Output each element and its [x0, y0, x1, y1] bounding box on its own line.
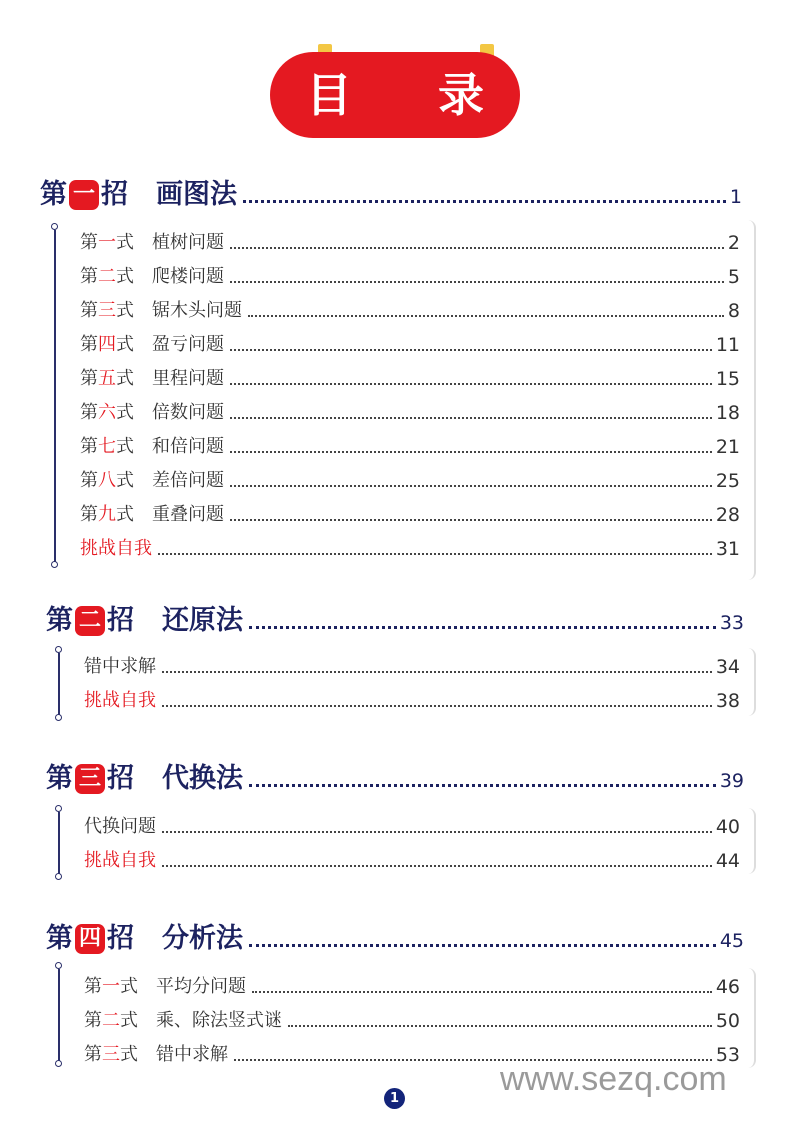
- chapter-prefix: 第: [46, 923, 73, 954]
- timeline-dot-bottom: [55, 1060, 62, 1067]
- chapter-page: 1: [729, 186, 742, 208]
- section-page: 44: [715, 850, 740, 872]
- timeline-line: [58, 969, 60, 1061]
- toc-entry[interactable]: [84, 810, 740, 840]
- section-label: 第七式: [80, 436, 134, 457]
- section-label: 第五式: [80, 368, 134, 389]
- chapter-number-badge: 一: [69, 180, 99, 210]
- dot-leader: [230, 417, 712, 419]
- section-topic: 倍数问题: [152, 402, 224, 423]
- section-page: 38: [715, 690, 740, 712]
- chapter-heading[interactable]: [46, 756, 744, 796]
- chapter-suffix: 招: [107, 605, 134, 636]
- dot-leader: [252, 991, 712, 993]
- section-page: 2: [727, 232, 740, 254]
- timeline-line: [58, 653, 60, 715]
- toc-entry[interactable]: [80, 464, 740, 494]
- section-topic: 里程问题: [152, 368, 224, 389]
- section-label: 第一式: [84, 976, 138, 997]
- toc-entry[interactable]: [84, 650, 740, 680]
- section-label: 代换问题: [84, 816, 156, 837]
- section-page: 53: [715, 1044, 740, 1066]
- chapter-suffix: 招: [101, 179, 128, 210]
- toc-entry[interactable]: [80, 430, 740, 460]
- toc-entry[interactable]: [80, 294, 740, 324]
- dot-leader: [162, 831, 712, 833]
- chapter-number-badge: 三: [75, 764, 105, 794]
- chapter-heading[interactable]: [46, 598, 744, 638]
- page-edge-decoration: [744, 220, 756, 580]
- chapter-number-badge: 四: [75, 924, 105, 954]
- timeline-dot-top: [55, 805, 62, 812]
- chapter-page: 33: [719, 612, 744, 634]
- dot-leader: [288, 1025, 712, 1027]
- dot-leader: [248, 315, 724, 317]
- page-edge-decoration: [744, 968, 756, 1068]
- section-page: 11: [715, 334, 740, 356]
- timeline-dot-top: [55, 962, 62, 969]
- chapter-heading[interactable]: [46, 916, 744, 956]
- dot-leader: [249, 626, 716, 629]
- section-page: 21: [715, 436, 740, 458]
- timeline-dot-bottom: [51, 561, 58, 568]
- timeline-line: [58, 812, 60, 874]
- toc-entry[interactable]: [80, 498, 740, 528]
- section-label: 第六式: [80, 402, 134, 423]
- section-page: 40: [715, 816, 740, 838]
- section-topic: 盈亏问题: [152, 334, 224, 355]
- toc-entry[interactable]: [80, 396, 740, 426]
- section-label: 第三式: [84, 1044, 138, 1065]
- toc-entry[interactable]: [84, 970, 740, 1000]
- dot-leader: [162, 705, 712, 707]
- section-page: 15: [715, 368, 740, 390]
- dot-leader: [249, 944, 716, 947]
- toc-entry[interactable]: [84, 1004, 740, 1034]
- section-label: 第九式: [80, 504, 134, 525]
- chapter-page: 39: [719, 770, 744, 792]
- title-char-right: 录: [438, 68, 484, 122]
- chapter-prefix: 第: [46, 763, 73, 794]
- dot-leader: [230, 281, 724, 283]
- section-page: 31: [715, 538, 740, 560]
- section-topic: 乘、除法竖式谜: [156, 1010, 282, 1031]
- dot-leader: [243, 200, 726, 203]
- section-page: 46: [715, 976, 740, 998]
- section-topic: 重叠问题: [152, 504, 224, 525]
- section-label: 第二式: [84, 1010, 138, 1031]
- chapter-suffix: 招: [107, 763, 134, 794]
- toc-entry[interactable]: [80, 226, 740, 256]
- toc-entry[interactable]: [80, 362, 740, 392]
- toc-entry[interactable]: [80, 260, 740, 290]
- section-topic: 爬楼问题: [152, 266, 224, 287]
- dot-leader: [230, 247, 724, 249]
- dot-leader: [230, 519, 712, 521]
- toc-entry-challenge[interactable]: [84, 684, 740, 714]
- section-page: 5: [727, 266, 740, 288]
- toc-entry-challenge[interactable]: [84, 844, 740, 874]
- chapter-prefix: 第: [40, 179, 67, 210]
- challenge-label: 挑战自我: [80, 538, 152, 559]
- dot-leader: [249, 784, 716, 787]
- section-label: 第四式: [80, 334, 134, 355]
- timeline-dot-top: [51, 223, 58, 230]
- section-topic: 平均分问题: [156, 976, 246, 997]
- page-number-badge: 1: [384, 1088, 405, 1109]
- challenge-label: 挑战自我: [84, 850, 156, 871]
- challenge-label: 挑战自我: [84, 690, 156, 711]
- chapter-title: 画图法: [156, 179, 237, 210]
- toc-entry-challenge[interactable]: [80, 532, 740, 562]
- section-page: 50: [715, 1010, 740, 1032]
- section-page: 34: [715, 656, 740, 678]
- section-topic: 锯木头问题: [152, 300, 242, 321]
- section-label: 第三式: [80, 300, 134, 321]
- dot-leader: [162, 671, 712, 673]
- section-page: 25: [715, 470, 740, 492]
- section-label: 第一式: [80, 232, 134, 253]
- watermark: www.sezq.com: [500, 1060, 727, 1098]
- dot-leader: [158, 553, 712, 555]
- chapter-title: 还原法: [162, 605, 243, 636]
- dot-leader: [230, 451, 712, 453]
- page-edge-decoration: [744, 808, 756, 874]
- page-edge-decoration: [744, 648, 756, 716]
- section-topic: 差倍问题: [152, 470, 224, 491]
- section-topic: 和倍问题: [152, 436, 224, 457]
- chapter-suffix: 招: [107, 923, 134, 954]
- timeline-line: [54, 230, 56, 562]
- section-label: 第八式: [80, 470, 134, 491]
- dot-leader: [230, 349, 712, 351]
- chapter-number-badge: 二: [75, 606, 105, 636]
- toc-entry[interactable]: [80, 328, 740, 358]
- title-banner: [270, 52, 520, 138]
- section-topic: 错中求解: [156, 1044, 228, 1065]
- chapter-prefix: 第: [46, 605, 73, 636]
- chapter-title: 代换法: [162, 763, 243, 794]
- section-page: 28: [715, 504, 740, 526]
- timeline-dot-bottom: [55, 714, 62, 721]
- section-page: 8: [727, 300, 740, 322]
- title-char-left: 目: [306, 68, 352, 122]
- dot-leader: [230, 383, 712, 385]
- section-page: 18: [715, 402, 740, 424]
- chapter-heading[interactable]: [40, 172, 742, 212]
- chapter-title: 分析法: [162, 923, 243, 954]
- section-label: 第二式: [80, 266, 134, 287]
- section-topic: 植树问题: [152, 232, 224, 253]
- section-label: 错中求解: [84, 656, 156, 677]
- timeline-dot-bottom: [55, 873, 62, 880]
- chapter-page: 45: [719, 930, 744, 952]
- timeline-dot-top: [55, 646, 62, 653]
- dot-leader: [162, 865, 712, 867]
- dot-leader: [230, 485, 712, 487]
